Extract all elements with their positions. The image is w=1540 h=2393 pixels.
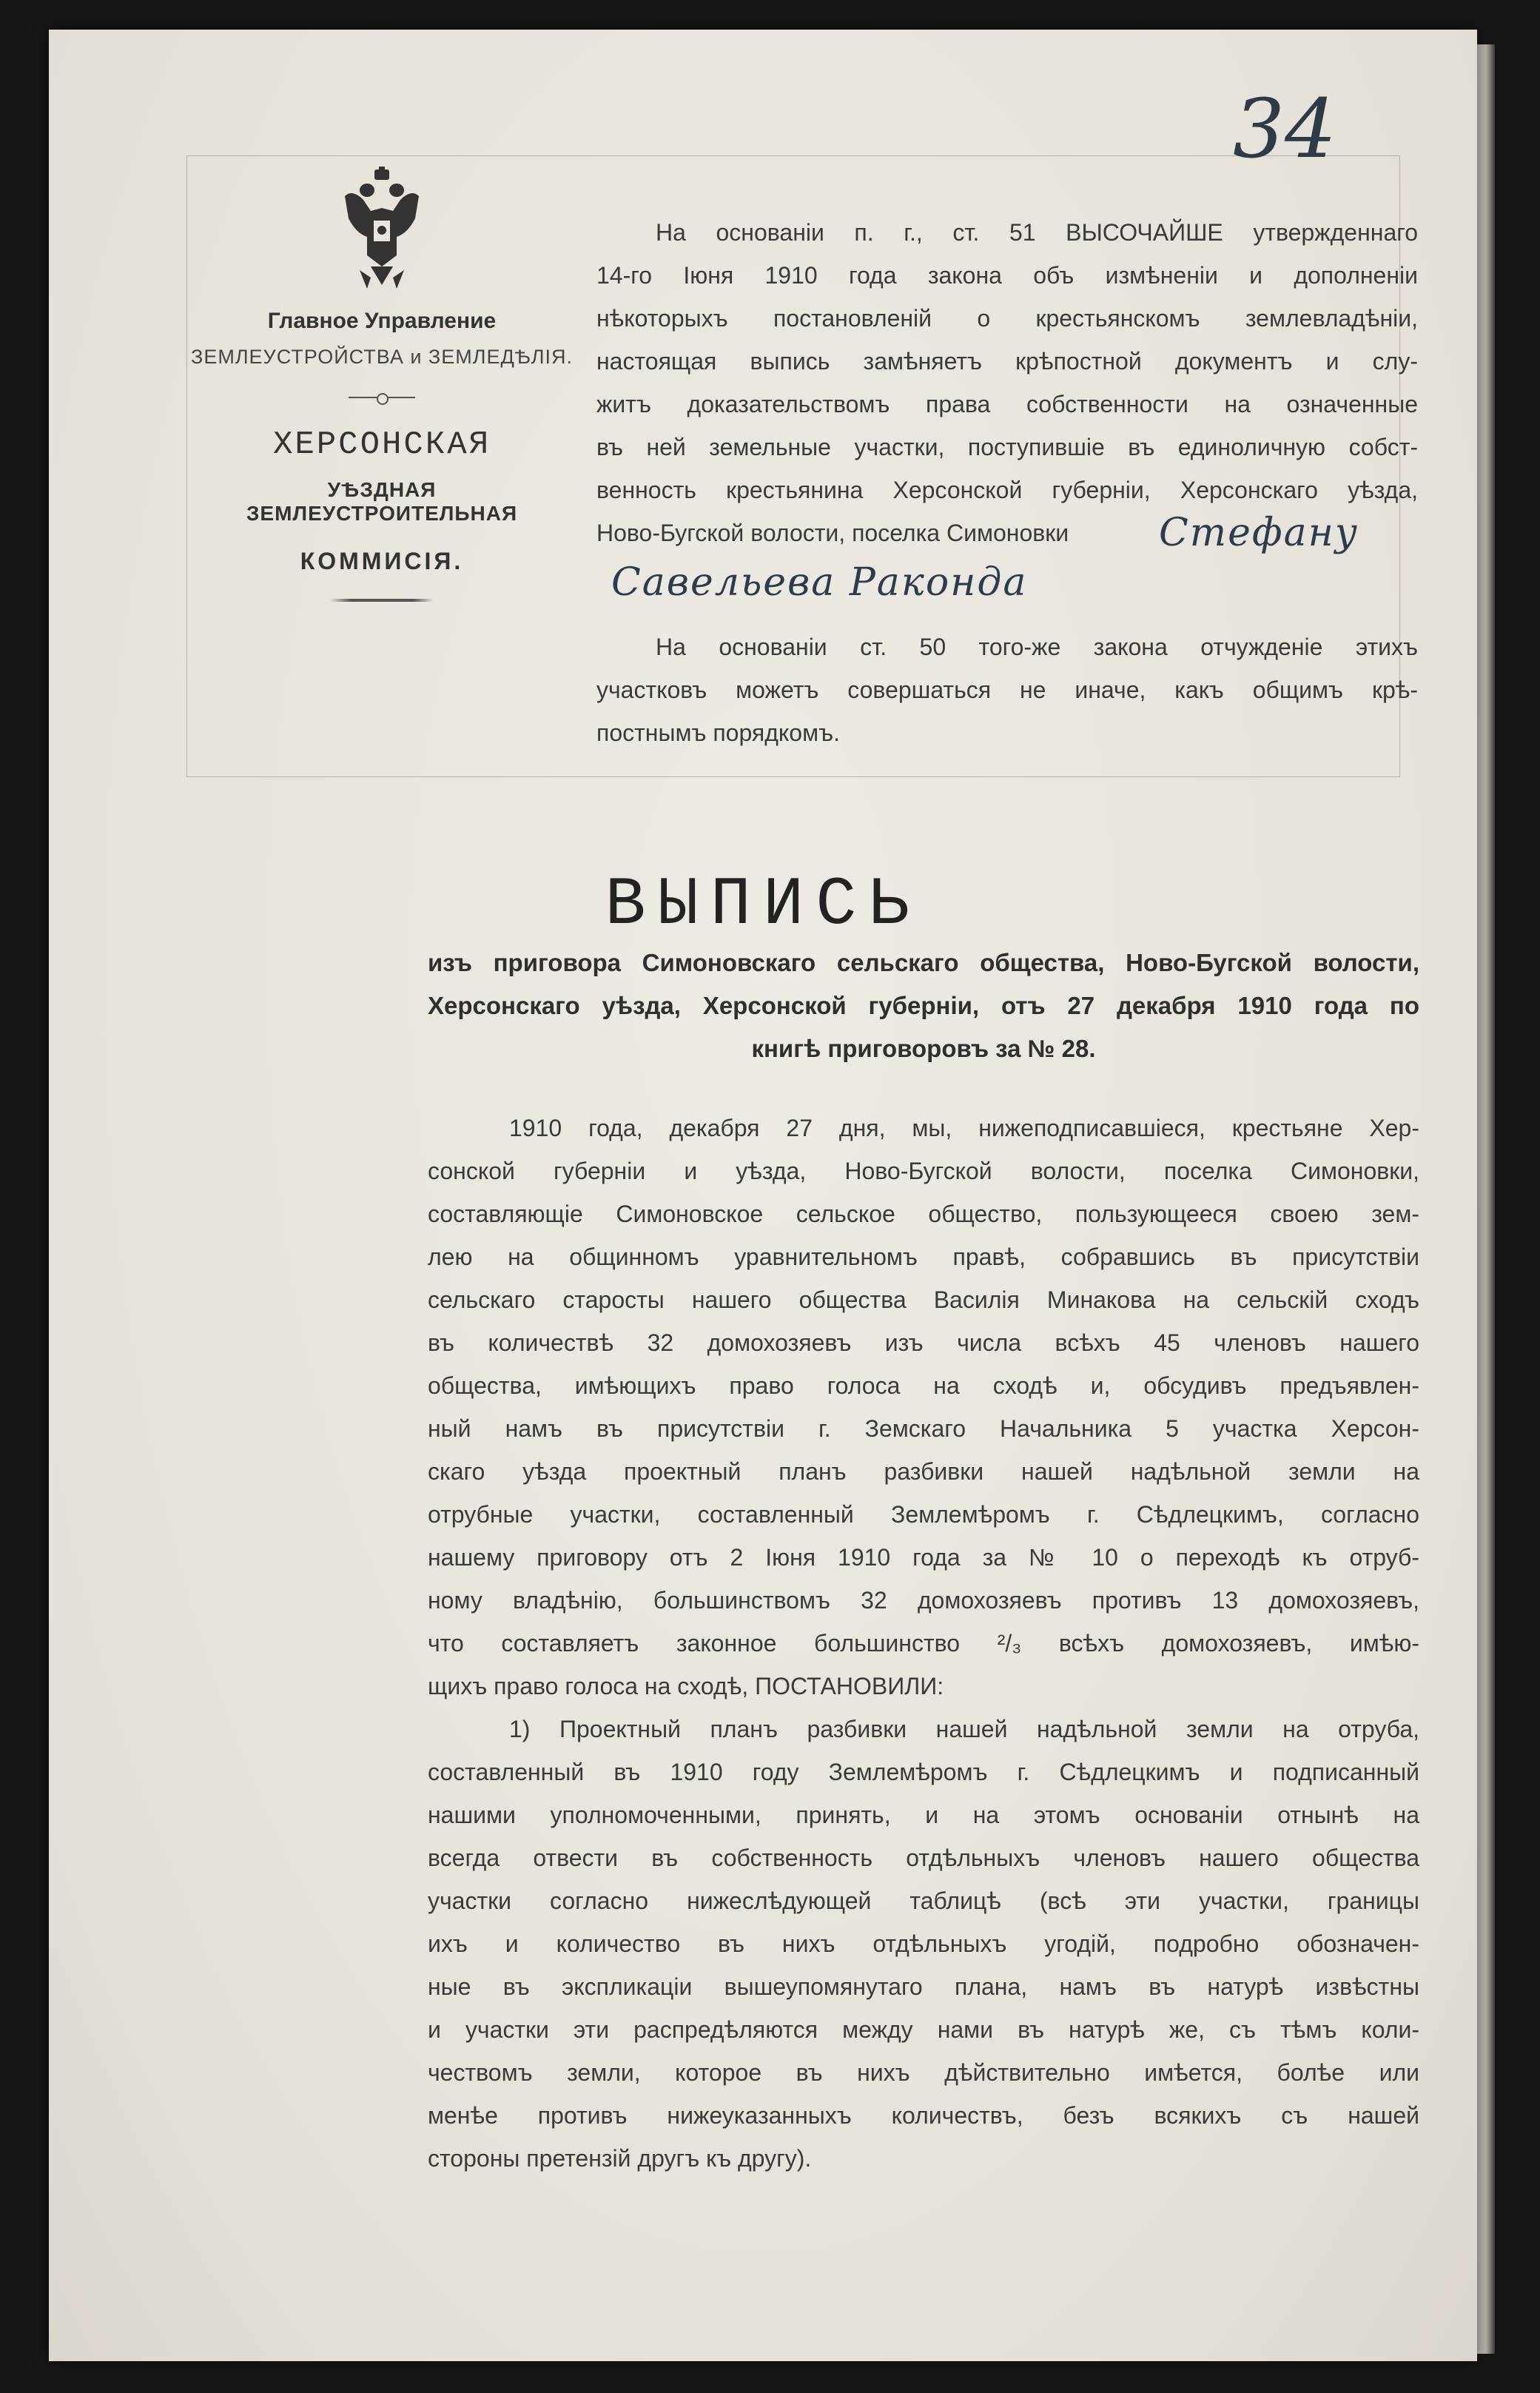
- notice-line: Ново-Бугской волости, поселка Симоновки: [596, 520, 1069, 546]
- notice-line: На основаніи ст. 50 того-же закона отчужденіе этихъ: [656, 634, 1418, 660]
- body-line: щихъ право голоса на сходѣ, ПОСТАНОВИЛИ:: [428, 1673, 944, 1699]
- commission-line-2: УѢЗДНАЯ ЗЕМЛЕУСТРОИТЕЛЬНАЯ: [246, 478, 518, 525]
- body-line: чествомъ земли, которое въ нихъ дѣйствительно имѣется, болѣе или: [428, 2059, 1419, 2086]
- issuer-block: [189, 167, 574, 602]
- body-text: [428, 1107, 1419, 2180]
- org-line-1: Главное Управление: [267, 309, 497, 333]
- notice-block: [596, 211, 1418, 754]
- body-line: ные въ экспликаціи вышеупомянутаго плана, намъ въ натурѣ извѣстны: [428, 1973, 1419, 2000]
- notice-line: участковъ можетъ совершаться не иначе, какъ общимъ крѣ-: [596, 677, 1418, 703]
- notice-line: постнымъ порядкомъ.: [596, 719, 840, 746]
- body-line: сонской губерніи и уѣзда, Ново-Бугской волости, поселка Симоновки,: [428, 1158, 1419, 1184]
- divider: [349, 397, 415, 398]
- body-line: отрубные участки, составленный Землемѣромъ г. Сѣдлецкимъ, согласно: [428, 1501, 1419, 1528]
- commission-line-1: ХЕРСОНСКАЯ: [272, 426, 491, 463]
- notice-line: венность крестьянина Херсонской губерніи, Херсонскаго уѣзда,: [596, 477, 1418, 503]
- ornament-divider: [330, 599, 434, 602]
- body-line: что составляетъ законное большинство ²/₃ всѣхъ домохозяевъ, имѣю-: [428, 1630, 1419, 1657]
- notice-line: въ ней земельные участки, поступившіе въ единоличную собст-: [596, 434, 1418, 460]
- archive-number: 34: [1233, 81, 1336, 176]
- body-line: ному владѣнію, большинствомъ 32 домохозяевъ противъ 13 домохозяевъ,: [428, 1587, 1419, 1614]
- body-line: нашими уполномоченными, принять, и на этомъ основаніи отнынѣ на: [428, 1802, 1419, 1828]
- body-line: участки согласно нижеслѣдующей таблицѣ (всѣ эти участки, границы: [428, 1887, 1419, 1914]
- subtitle-line: изъ приговора Симоновскаго сельскаго общества, Ново-Бугской волости,: [428, 949, 1419, 976]
- body-line: скаго уѣзда проектный планъ разбивки нашей надѣльной земли на: [428, 1458, 1419, 1485]
- body-line: 1910 года, декабря 27 дня, мы, нижеподписавшіеся, крестьяне Хер-: [509, 1115, 1419, 1141]
- org-line-2: ЗЕМЛЕУСТРОЙСТВА и ЗЕМЛЕДѢЛІЯ.: [191, 346, 573, 368]
- subtitle-line: Херсонскаго уѣзда, Херсонской губерніи, отъ 27 декабря 1910 года по: [428, 992, 1419, 1019]
- double-headed-eagle-icon: [337, 167, 426, 292]
- body-line: и участки эти распредѣляются между нами въ натурѣ же, съ тѣмъ коли-: [428, 2016, 1419, 2043]
- handwritten-surname: Савельева Раконда: [611, 560, 1028, 605]
- notice-line: настоящая выпись замѣняетъ крѣпостной документъ и слу-: [596, 348, 1418, 375]
- document-title: ВЫПИСЬ: [605, 866, 921, 944]
- notice-line: нѣкоторыхъ постановленій о крестьянскомъ землевладѣніи,: [596, 305, 1418, 332]
- body-line: 1) Проектный планъ разбивки нашей надѣльной земли на отруба,: [509, 1716, 1419, 1742]
- body-line: сельскаго старосты нашего общества Василія Минакова на сельскій сходъ: [428, 1286, 1419, 1313]
- notice-line: житъ доказательствомъ права собственности на означенные: [596, 391, 1418, 417]
- body-line: ный намъ въ присутствіи г. Земскаго Начальника 5 участка Херсон-: [428, 1415, 1419, 1442]
- body-line: ихъ и количество въ нихъ отдѣльныхъ угодій, подробно обозначен-: [428, 1930, 1419, 1957]
- body-line: всегда отвести въ собственность отдѣльныхъ членовъ нашего общества: [428, 1845, 1419, 1871]
- body-line: общества, имѣющихъ право голоса на сходѣ и, обсудивъ предъявлен-: [428, 1372, 1419, 1399]
- subtitle-line: книгѣ приговоровъ за № 28.: [751, 1035, 1096, 1062]
- notice-line: 14-го Іюня 1910 года закона объ измѣненіи и дополненіи: [596, 262, 1418, 289]
- body-line: въ количествѣ 32 домохозяевъ изъ числа всѣхъ 45 членовъ нашего: [428, 1329, 1419, 1356]
- document-page: [49, 30, 1477, 2361]
- notice-line: На основаніи п. г., ст. 51 ВЫСОЧАЙШЕ утвержденнаго: [656, 219, 1418, 246]
- commission-line-3: КОММИСІЯ.: [300, 548, 464, 574]
- body-line: нашему приговору отъ 2 Іюня 1910 года за № 10 о переходѣ къ отруб-: [428, 1544, 1419, 1571]
- body-line: менѣе противъ нижеуказанныхъ количествъ, безъ всякихъ съ нашей: [428, 2102, 1419, 2129]
- body-line: составленный въ 1910 году Землемѣромъ г. Сѣдлецкимъ и подписанный: [428, 1759, 1419, 1785]
- handwritten-name: Стефану: [1159, 511, 1359, 555]
- body-line: составляющіе Симоновское сельское общество, пользующееся своею зем-: [428, 1201, 1419, 1227]
- body-line: стороны претензій другъ къ другу).: [428, 2145, 812, 2172]
- body-line: лею на общинномъ уравнительномъ правѣ, собравшись въ присутствіи: [428, 1244, 1419, 1270]
